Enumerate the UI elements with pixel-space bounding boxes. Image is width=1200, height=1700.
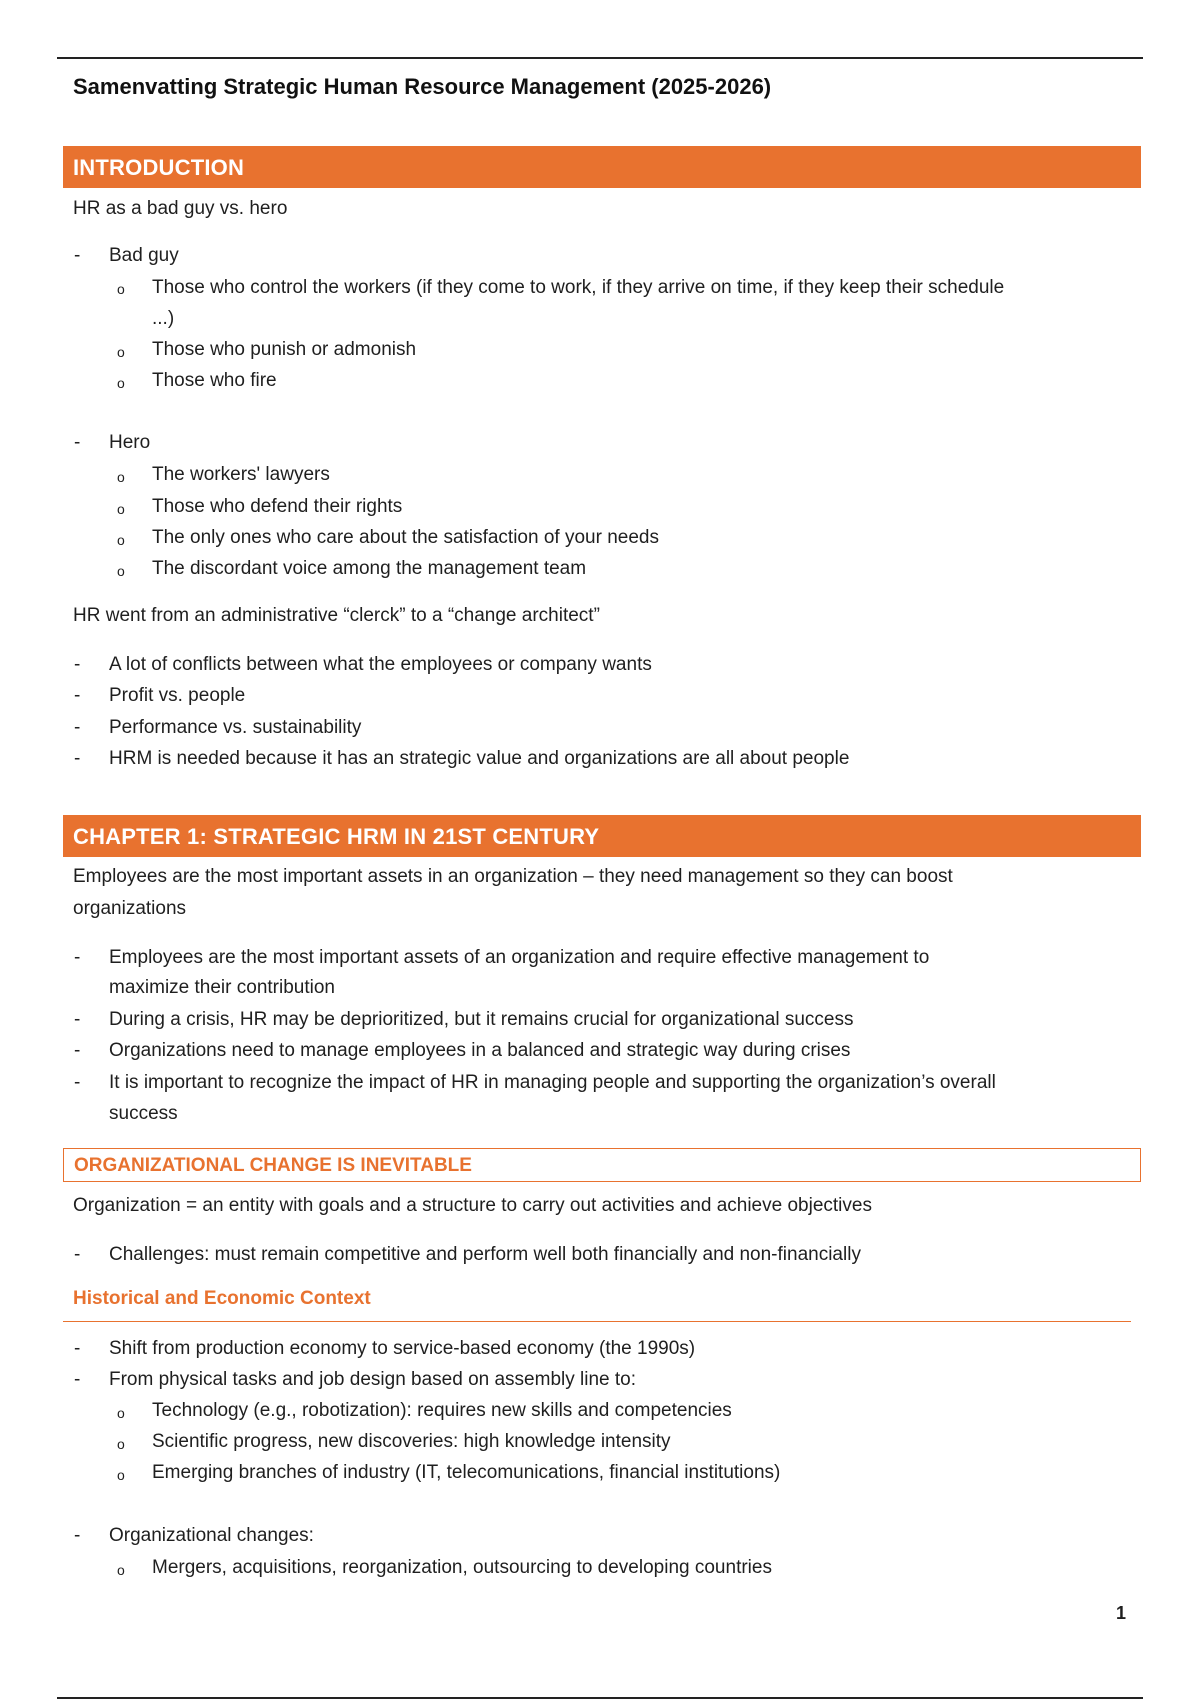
list-item: Performance vs. sustainability xyxy=(109,717,362,738)
list-item: success xyxy=(109,1103,178,1124)
heading-org-change-label: ORGANIZATIONAL CHANGE IS INEVITABLE xyxy=(74,1155,472,1176)
list-item: The discordant voice among the management team xyxy=(152,558,587,579)
list-item: Those who punish or admonish xyxy=(152,339,417,360)
chapter1-lead: organizations xyxy=(73,898,187,919)
circle-bullet: o xyxy=(117,1467,125,1483)
document-title: Samenvatting Strategic Human Resource Management (2025-2026) xyxy=(73,74,772,99)
list-item: HRM is needed because it has an strategic value and organizations are all about people xyxy=(109,748,850,769)
heading-chapter-1 xyxy=(63,815,1141,857)
list-item: Emerging branches of industry (IT, telecomunications, financial institutions) xyxy=(152,1462,781,1483)
dash-bullet: - xyxy=(74,1040,81,1061)
bad-guy-label: Bad guy xyxy=(109,245,179,266)
org-definition: Organization = an entity with goals and a structure to carry out activities and achieve objectives xyxy=(73,1195,872,1216)
list-item: Those who fire xyxy=(152,370,277,391)
dash-bullet: - xyxy=(74,432,81,453)
dash-bullet: - xyxy=(74,748,81,769)
circle-bullet: o xyxy=(117,344,125,360)
dash-bullet: - xyxy=(74,1338,81,1359)
intro-lead: HR as a bad guy vs. hero xyxy=(73,198,288,219)
dash-bullet: - xyxy=(74,717,81,738)
hero-label: Hero xyxy=(109,432,151,453)
circle-bullet: o xyxy=(117,1562,125,1578)
heading-introduction-label: INTRODUCTION xyxy=(73,155,245,180)
dash-bullet: - xyxy=(74,1072,81,1093)
list-item: During a crisis, HR may be deprioritized, but it remains crucial for organizational success xyxy=(109,1009,854,1030)
list-item: Those who defend their rights xyxy=(152,496,403,517)
list-item: It is important to recognize the impact of HR in managing people and supporting the organization’s overall xyxy=(109,1072,996,1093)
circle-bullet: o xyxy=(117,563,125,579)
circle-bullet: o xyxy=(117,1436,125,1452)
list-item: The workers' lawyers xyxy=(152,464,330,485)
dash-bullet: - xyxy=(74,1009,81,1030)
circle-bullet: o xyxy=(117,469,125,485)
list-item: Scientific progress, new discoveries: high knowledge intensity xyxy=(152,1431,671,1452)
page-number: 1 xyxy=(1116,1603,1127,1623)
dash-bullet: - xyxy=(74,654,81,675)
dash-bullet: - xyxy=(74,947,81,968)
circle-bullet: o xyxy=(117,375,125,391)
circle-bullet: o xyxy=(117,1405,125,1421)
list-item: From physical tasks and job design based on assembly line to: xyxy=(109,1369,636,1390)
list-item: The only ones who care about the satisfaction of your needs xyxy=(152,527,659,548)
list-item: Organizational changes: xyxy=(109,1525,314,1546)
circle-bullet: o xyxy=(117,501,125,517)
list-item: A lot of conflicts between what the employees or company wants xyxy=(109,654,652,675)
chapter1-lead: Employees are the most important assets in an organization – they need management so they can boost xyxy=(73,866,953,887)
dash-bullet: - xyxy=(74,685,81,706)
list-item: Technology (e.g., robotization): requires new skills and competencies xyxy=(152,1400,732,1421)
dash-bullet: - xyxy=(74,1244,81,1265)
circle-bullet: o xyxy=(117,281,125,297)
list-item: ...) xyxy=(152,308,175,329)
list-item: Employees are the most important assets of an organization and require effective management to xyxy=(109,947,930,968)
list-item: Organizations need to manage employees in a balanced and strategic way during crises xyxy=(109,1040,851,1061)
heading-historical-context: Historical and Economic Context xyxy=(73,1288,371,1309)
list-item: Those who control the workers (if they come to work, if they arrive on time, if they keep their schedule xyxy=(152,277,1005,298)
list-item: Challenges: must remain competitive and perform well both financially and non-financially xyxy=(109,1244,861,1265)
dash-bullet: - xyxy=(74,245,81,266)
heading-introduction xyxy=(63,146,1141,188)
list-item: maximize their contribution xyxy=(109,977,335,998)
heading-org-change xyxy=(63,1148,1141,1182)
subheading-rule xyxy=(63,1321,1131,1322)
circle-bullet: o xyxy=(117,532,125,548)
dash-bullet: - xyxy=(74,1525,81,1546)
list-item: Mergers, acquisitions, reorganization, outsourcing to developing countries xyxy=(152,1557,772,1578)
list-item: Shift from production economy to service-based economy (the 1990s) xyxy=(109,1338,696,1359)
heading-chapter-1-label: CHAPTER 1: STRATEGIC HRM IN 21ST CENTURY xyxy=(73,824,600,849)
bottom-rule xyxy=(57,1697,1143,1699)
dash-bullet: - xyxy=(74,1369,81,1390)
intro-shift: HR went from an administrative “clerck” to a “change architect” xyxy=(73,605,600,626)
top-rule xyxy=(57,57,1143,59)
list-item: Profit vs. people xyxy=(109,685,246,706)
